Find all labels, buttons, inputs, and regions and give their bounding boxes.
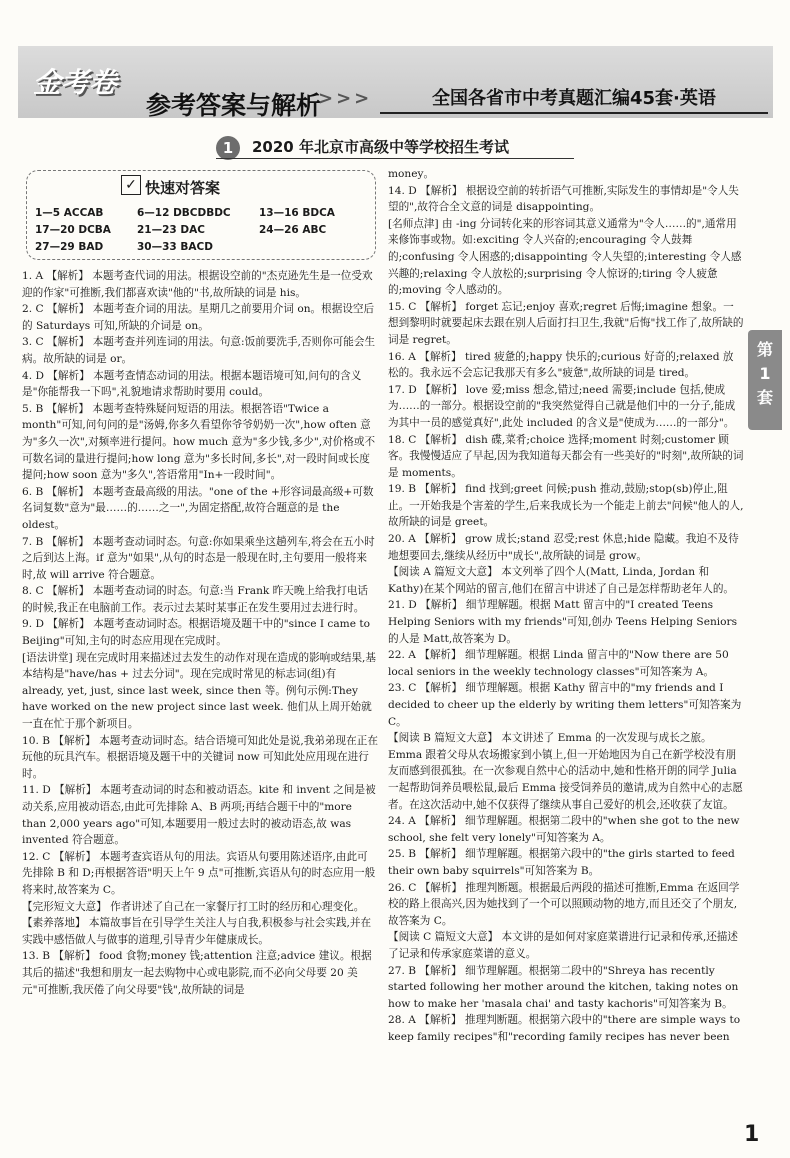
section-title: 2020 年北京市高级中等学校招生考试: [252, 138, 509, 156]
answer-item: 13. B 【解析】 food 食物;money 钱;attention 注意;advice 建议。根据其后的描述"我想和朋友一起去购物中心或电影院,而不必向父母要 20 美元"可推断,我厌倦了向父母要"钱",故所缺的词是: [22, 950, 372, 996]
answer-item: 14. D 【解析】 根据设空前的转折语气可推断,实际发生的事情却是"令人失望的",故符合全文意的词是 disappointing。: [388, 184, 739, 214]
right-column: [388, 166, 744, 1045]
passage-summary: 【阅读 A 篇短文大意】 本文列举了四个人(Matt, Linda, Jordan 和 Kathy)在某个网站的留言,他们在留言中讲述了自己是怎样帮助老年人的。: [388, 566, 735, 595]
quick-answer: 1—5 ACCAB: [35, 207, 104, 219]
quick-answer: 30—33 BACD: [137, 241, 213, 253]
section-number: 1: [216, 136, 240, 160]
passage-summary: 【完形短文大意】 作者讲述了自己在一家餐厅打工时的经历和心理变化。: [22, 900, 365, 913]
answer-item: 23. C 【解析】 细节理解题。根据 Kathy 留言中的"my friends and I decided to cheer up the elderly by writing them letters"可知答案为 C。: [388, 682, 742, 728]
answer-item: 18. C 【解析】 dish 碟,菜肴;choice 选择;moment 时刻;customer 顾客。我慢慢适应了早起,因为我知道每天都会有一些美好的"时刻",故所缺的词是 moments。: [388, 433, 744, 479]
answer-item: 6. B 【解析】 本题考查最高级的用法。"one of the +形容词最高级+可数名词复数"意为"最……的……之一",为固定搭配,故符合题意的是 the oldest。: [22, 485, 374, 531]
side-tab-line: 套: [756, 388, 773, 407]
side-tab-line: 第: [756, 340, 773, 359]
answer-item: 16. A 【解析】 tired 疲惫的;happy 快乐的;curious 好奇的;relaxed 放松的。我永远不会忘记我那天有多么"疲惫",故所缺的词是 tired。: [388, 350, 734, 380]
header-rule: [380, 112, 768, 114]
answer-item: 9. D 【解析】 本题考查动词时态。根据语境及题干中的"since I came to Beijing"可知,主句的时态应用现在完成时。: [22, 618, 370, 648]
answer-item: 25. B 【解析】 细节理解题。根据第六段中的"the girls started to feed their own baby squirrels"可知答案为 B。: [388, 848, 735, 877]
answer-item: 10. B 【解析】 本题考查动词时态。结合语境可知此处是说,我弟弟现在正在玩他的玩具汽车。根据语境及题干中的关键词 now 可知此处应用现在进行时。: [22, 734, 378, 780]
answer-item: 3. C 【解析】 本题考查并列连词的用法。句意:饭前要洗手,否则你可能会生病。故所缺的词是 or。: [22, 336, 376, 365]
left-column: [22, 268, 378, 998]
page-header: [0, 0, 790, 130]
passage-summary: 【阅读 C 篇短文大意】 本文讲的是如何对家庭菜谱进行记录和传承,还描述了记录和传承家庭菜谱的意义。: [388, 931, 738, 960]
quick-answer: 17—20 DCBA: [35, 224, 111, 236]
answer-item: 19. B 【解析】 find 找到;greet 问候;push 推动,鼓励;stop(sb)停止,阻止。一开始我是个害羞的学生,后来我成长为一个能走上前去"问候"他人的人,故所缺的词是 greet。: [388, 483, 744, 529]
answer-item: 7. B 【解析】 本题考查动词时态。句意:你如果乘坐这趟列车,将会在五小时之后到达上海。if 意为"如果",从句的时态是一般现在时,主句要用一般将来时,故 will arrive 符合题意。: [22, 535, 375, 581]
series-title: 全国各省市中考真题汇编45套·英语: [432, 88, 716, 109]
answer-item: money。: [388, 168, 435, 180]
page-number: 1: [744, 1122, 760, 1147]
answer-item: 15. C 【解析】 forget 忘记;enjoy 喜欢;regret 后悔;imagine 想象。一想到黎明时就要起床去跟在别人后面打扫卫生,我就"后悔"找工作了,故所缺的词是 regret。: [388, 300, 744, 346]
quick-answer: 13—16 BDCA: [259, 207, 335, 219]
teacher-note: [名师点津] 由 -ing 分词转化来的形容词其意义通常为"令人……的",通常用来修饰事或物。如:exciting 令人兴奋的;encouraging 令人鼓舞的;confusing 令人困惑的;disappointing 令人失望的;interesting 令人感兴趣的;relaxing 令人放松的;surprising 令人惊讶的;tiring 令人疲惫的;moving 令人感动的。: [388, 217, 742, 297]
literacy-note: 【素养落地】 本篇故事旨在引导学生关注人与自我,积极参与社会实践,并在实践中感悟做人与做事的道理,引导青少年健康成长。: [22, 917, 372, 946]
side-tab-line: 1: [759, 364, 771, 383]
passage-summary: 【阅读 B 篇短文大意】 本文讲述了 Emma 的一次发现与成长之旅。Emma 跟着父母从农场搬家到小镇上,但一开始地因为自己在新学校没有朋友而感到很孤独。在一次参观自然中心的活动中,她和性格开朗的同学 Julia 一起帮助饲养员喂松鼠,最后 Emma 接受饲养员的邀请,成为自然中心的志愿者。在这次活动中,她不仅获得了继续从事自己爱好的机会,还收获了友谊。: [388, 732, 743, 811]
quick-answer: 24—26 ABC: [259, 224, 327, 236]
answer-item: 5. B 【解析】 本题考查特殊疑问短语的用法。根据答语"Twice a month"可知,问句问的是"汤姆,你多久看望你爷爷奶奶一次",how often 意为"多久一次",对频率进行提问。how much 意为"多少钱,多少",对价格或不可数名词的量进行提问;how long 意为"多长时间,多长",对一段时间或长度提问;how soon 意为"多久",答语常用"In+一段时间"。: [22, 402, 376, 482]
answer-item: 4. D 【解析】 本题考查情态动词的用法。根据本题语境可知,问句的含义是"你能帮我一下吗",礼貌地请求帮助时要用 could。: [22, 369, 362, 399]
side-tab: [748, 330, 782, 430]
answer-item: 20. A 【解析】 grow 成长;stand 忍受;rest 休息;hide 隐藏。我迫不及待地想要回去,继续从经历中"成长",故所缺的词是 grow。: [388, 533, 739, 562]
answer-item: 26. C 【解析】 推理判断题。根据最后两段的描述可推断,Emma 在返回学校的路上很高兴,因为她找到了一个可以照顾动物的地方,而且还交了个朋友,故答案为 C。: [388, 881, 740, 927]
checkmark-icon: ✓: [121, 175, 141, 195]
answer-item: 8. C 【解析】 本题考查动词的时态。句意:当 Frank 昨天晚上给我打电话的时候,我正在电脑前工作。表示过去某时某事正在发生要用过去进行时。: [22, 585, 369, 614]
answer-item: 24. A 【解析】 细节理解题。根据第二段中的"when she got to the new school, she felt very lonely"可知答案为 A。: [388, 815, 740, 844]
arrows-decoration: >>>: [318, 88, 373, 109]
grammar-note: [语法讲堂] 现在完成时用来描述过去发生的动作对现在造成的影响或结果,基本结构是"have/has + 过去分词"。现在完成时常见的标志词(组)有 already, yet, just, since last week, since then 等。例句示例:They have worked on the new project since last week. 他们从上周开始就一直在忙于那个新项目。: [22, 651, 376, 731]
quick-answer-box: [26, 170, 376, 260]
answer-item: 2. C 【解析】 本题考查介词的用法。星期几之前要用介词 on。根据设空后的 Saturdays 可知,所缺的介词是 on。: [22, 303, 375, 332]
answer-item: 28. A 【解析】 推理判断题。根据第六段中的"there are simple ways to keep family recipes"和"recording family recipes has never been: [388, 1014, 741, 1043]
answer-item: 12. C 【解析】 本题考查宾语从句的用法。宾语从句要用陈述语序,由此可先排除 B 和 D;再根据答语"明天上午 9 点"可推断,宾语从句的时态应用一般将来时,故答案为 C。: [22, 850, 376, 896]
quick-answer: 21—23 DAC: [137, 224, 205, 236]
section-rule: [216, 158, 574, 159]
quick-answer-title: 快速对答案: [145, 179, 221, 197]
quick-answer: 6—12 DBCDBDC: [137, 207, 231, 219]
answer-item: 27. B 【解析】 细节理解题。根据第二段中的"Shreya has recently started following her mother around the kitchen, taking notes on how to make her 'masala chai' and tasty kachoris"可知答案为 B。: [388, 964, 739, 1010]
answer-item: 11. D 【解析】 本题考查动词的时态和被动语态。kite 和 invent 之间是被动关系,应用被动语态,由此可先排除 A、B 两项;再结合题干中的"more than 2,000 years ago"可知,本题要用一般过去时的被动语态,故 was invented 符合题意。: [22, 784, 376, 847]
answer-item: 22. A 【解析】 细节理解题。根据 Linda 留言中的"Now there are 50 local seniors in the weekly technology classes"可知答案为 A。: [388, 649, 729, 678]
quick-answer: 27—29 BAD: [35, 241, 104, 253]
answer-item: 1. A 【解析】 本题考查代词的用法。根据设空前的"杰克逊先生是一位受欢迎的作家"可推断,我们都喜欢读"他的"书,故所缺的词是 his。: [22, 270, 373, 299]
brand-logo: 金考卷: [32, 66, 117, 99]
page-title: 参考答案与解析: [146, 91, 322, 120]
answer-item: 17. D 【解析】 love 爱;miss 想念,错过;need 需要;include 包括,使成为……的一部分。根据设空前的"我突然觉得自己就是他们中的一分子,能成为其中一员的感觉真好",此处 included 的含义是"使成为……的一部分"。: [388, 383, 736, 429]
answer-item: 21. D 【解析】 细节理解题。根据 Matt 留言中的"I created Teens Helping Seniors with my friends"可知,创办 Teens Helping Seniors 的人是 Matt,故答案为 D。: [388, 599, 738, 645]
